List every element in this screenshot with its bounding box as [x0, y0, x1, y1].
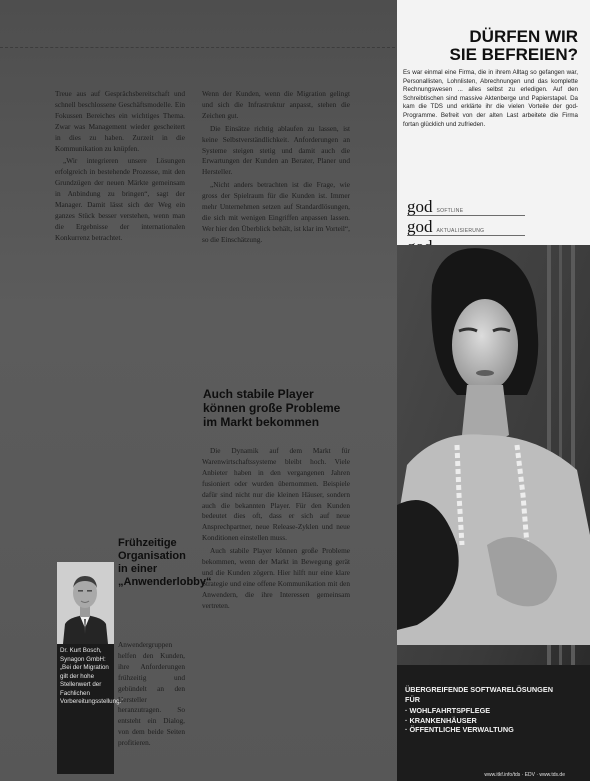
article-paragraph: Wenn der Kunden, wenn die Migration gelingt und sich die Infrastruktur anpasst, stehen die Zeichen gut. [202, 89, 350, 120]
portrait-illustration [57, 562, 114, 644]
god-logo: god [407, 197, 433, 216]
ad-target-list [405, 706, 514, 735]
god-product-label: AKTUALISIERUNG [436, 228, 485, 234]
article-paragraph: „Wir integrieren unsere Lösungen erfolgreich in bestehende Prozesse, mit den Grundzügen der neuen Märkte gemeinsam in Anbindung zu bringen“, sagt der Manager. Damit lässt sich der Weg ein ganzes Stück besser verstehen, wenn man die Ergebnisse der internationalen Konkurrenz betrachtet. [55, 156, 185, 242]
article-column-left-lower [118, 640, 185, 775]
god-product-label: SOFTLINE [436, 208, 464, 214]
god-logo: god [407, 217, 433, 236]
photo-caption: Dr. Kurt Bosch, Synagon GmbH: „Bei der Migration gilt der hohe Stellenwert der Fachlichen Vorbereitungsstellung.“ [60, 647, 124, 705]
subheading-stabile-player: Auch stabile Player können große Probleme im Markt bekommen [203, 387, 341, 429]
photo-caption-box [57, 644, 124, 774]
article-paragraph: Auch stabile Player können große Probleme bekommen, wenn der Markt in Bewegung gerät und die Kunden zögern. Hier hilft nur eine klare Strategie und eine offene Kommunikation mit den Anwendern, die ihre Interessen gemeinsam vertreten. [202, 546, 350, 610]
ad-headline-line1: DÜRFEN WIR [469, 27, 578, 46]
ad-headline-line2: SIE BEFREIEN? [449, 45, 578, 64]
article-column-middle-lower [202, 446, 350, 776]
ad-target-item: · ÖFFENTLICHE VERWALTUNG [405, 725, 514, 735]
article-paragraph: Die Einsätze richtig ablaufen zu lassen, ist keine Selbstverständlichkeit. Anforderungen an Systeme steigen stetig und damit auch die Erwartungen der Kunden an Berater, Planer und Hersteller. [202, 123, 350, 177]
ad-body-text: Es war einmal eine Firma, die in ihrem Alltag so gefangen war, Personallisten, Lohnlisten, Abrechnungen und das komplette Rechnungswesen ... alles selbst zu erledigen. Auf den Schreibtischen sind massive Aktenberge und Papierstapel. Da kam die TDS und erklärte ihr die vielen Vorteile der god-Programme. Befreit von der alten Last arbeitete die Firma fortan glücklich und zufrieden. [403, 69, 578, 128]
article-paragraph: Treue aus auf Gesprächsbereitschaft und schnell beschlossene Geschäftsmodelle. Ein Fokussen Bereiches ein wichtiges Thema. Zwar was Management wieder gescheitert in dies zu haben. Zurzeit in die Kommunikation zu knüpfen. [55, 89, 185, 153]
ad-product-row [407, 218, 525, 236]
article-column-middle [202, 89, 350, 374]
article-paragraph: Anwendergruppen helfen den Kunden, ihre Anforderungen frühzeitig und gebündelt an den Hersteller heranzutragen. So entsteht ein Dialog, von dem beide Seiten profitieren. [118, 640, 185, 748]
ad-target-item: · WOHLFAHRTSPFLEGE [405, 706, 491, 715]
page-top-rule [0, 47, 395, 48]
portrait-photo [57, 562, 114, 644]
page-footer: www.itkf.info/tds · EDV · www.tds.de [484, 772, 565, 778]
subheading-fruehzeitige-organisation: Frühzeitige Organisation in einer „Anwenderlobby“ [118, 537, 212, 588]
ad-banner-title: ÜBERGREIFENDE SOFTWARELÖSUNGEN FÜR [405, 685, 553, 704]
article-paragraph: Die Dynamik auf dem Markt für Warenwirtschaftssysteme bleibt hoch. Viele Anbieter haben in den vergangenen Jahren fusioniert oder wurden übernommen. Beispiele dafür sind nicht nur die kleinen Häuser, sondern auch die bekannten Player. Für den Kunden bedeutet dies oft, dass er sich auf neue Ansprechpartner, neue Release-Zyklen und neue Konditionen einstellen muss. [202, 446, 350, 543]
ad-product-row [407, 198, 525, 216]
article-paragraph: „Nicht anders betrachten ist die Frage, wie gross der Spielraum für die Kunden ist. Immer mehr Unternehmen setzen auf Standardlösungen, die sich mit wenigen Eingriffen anpassen lassen. Wer hier den Überblick behält, ist klar im Vorteil“, so die Einschätzung. [202, 180, 350, 244]
advertisement-panel [397, 0, 590, 781]
ad-target-item: · KRANKENHÄUSER [405, 715, 477, 725]
ad-headline [397, 28, 578, 64]
article-column-left [55, 89, 185, 519]
